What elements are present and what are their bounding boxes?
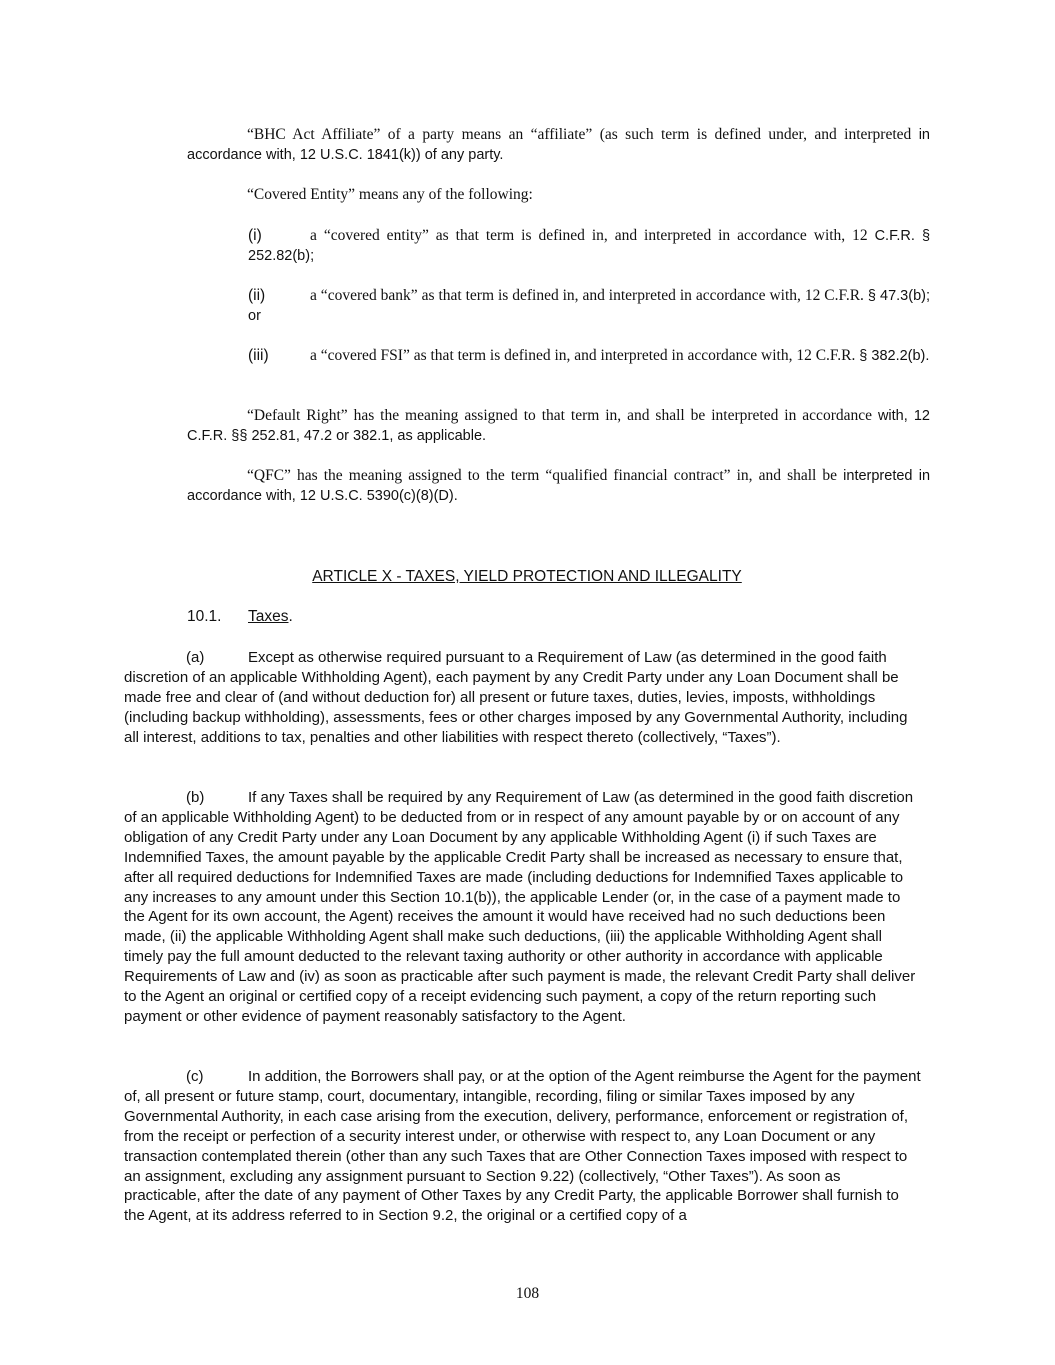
paragraph-c <box>124 1067 921 1226</box>
section-number: 10.1. <box>187 608 222 625</box>
definition-qfc <box>187 466 930 506</box>
definition-bhc-act-affiliate <box>187 125 930 165</box>
paragraph-text: Except as otherwise required pursuant to a Requirement of Law (as determined in the good faith discretion of an applicable Withholding Agent), each payment by any Credit Party under any Loan Document shall be made free and clear of (and without deduction for) all present or future taxes, duties, levies, imposts, withholdings (including backup withholding), assessments, fees or other charges imposed by any Governmental Authority, including all interest, additions to tax, penalties and other liabilities with respect thereto (collectively, “Taxes”). <box>124 649 908 746</box>
article-heading: ARTICLE X - TAXES, YIELD PROTECTION AND ILLEGALITY <box>312 568 742 585</box>
definition-lead: “Default Right” has the meaning assigned to that term in, and shall be interpreted in accordance <box>247 407 872 424</box>
section-heading <box>187 608 293 626</box>
definition-lead: “QFC” has the meaning assigned to the term “qualified financial contract” in, and shall be <box>247 467 838 484</box>
covered-entity-item-i <box>248 226 930 266</box>
definition-rest: with, 12 C.F.R. §§ 252.81, 47.2 or 382.1, as applicable. <box>187 408 930 444</box>
paragraph-label: (a) <box>186 649 205 666</box>
definition-rest: in accordance with, 12 U.S.C. 1841(k)) of any party. <box>187 127 930 163</box>
item-rest: C.F.R. § 252.82(b); <box>248 228 931 264</box>
paragraph-text: In addition, the Borrowers shall pay, or at the option of the Agent reimburse the Agent for the payment of, all present or future stamp, court, documentary, intangible, recording, filing or similar Taxes imposed by any Governmental Authority, in each case arising from the execution, delivery, performance, enforcement or registration of, from the receipt or perfection of a security interest under, or otherwise with respect to, any Loan Document or any transaction contemplated therein (other than any such Taxes that are Other Connection Taxes imposed with respect to an assignment, excluding any assignment pursuant to Section 9.22) (collectively, “Other Taxes”). As soon as practicable, after the date of any payment of Other Taxes by any Credit Party, the applicable Borrower shall furnish to the Agent, at its address referred to in Section 9.2, the original or a certified copy of a <box>124 1068 921 1225</box>
item-lead: a “covered FSI” as that term is defined in, and interpreted in accordance with, 12 C.F.R. <box>310 347 856 364</box>
section-title-punct: . <box>288 608 293 625</box>
paragraph-a <box>124 648 921 748</box>
item-number: (i) <box>248 227 262 244</box>
paragraph-b <box>124 788 921 1027</box>
item-number: (ii) <box>248 287 266 304</box>
section-title: Taxes <box>248 608 289 625</box>
covered-entity-item-ii <box>248 286 930 326</box>
item-lead: a “covered bank” as that term is defined in, and interpreted in accordance with, 12 C.F.R. <box>310 287 864 304</box>
definition-lead: “BHC Act Affiliate” of a party means an “affiliate” (as such term is defined under, and interpreted <box>247 126 912 143</box>
definition-covered-entity <box>187 185 930 205</box>
paragraph-label: (b) <box>186 789 205 806</box>
page-number: 108 <box>515 1285 540 1302</box>
paragraph-text: If any Taxes shall be required by any Requirement of Law (as determined in the good faith discretion of an applicable Withholding Agent) to be deducted from or in respect of any amount payable by or on account of any obligation of any Credit Party under any Loan Document by any applicable Withholding Agent (i) if such Taxes are Indemnified Taxes, the amount payable by the applicable Credit Party shall be increased as necessary to ensure that, after all required deductions for Indemnified Taxes are made (including deductions for Indemnified Taxes applicable to any increases to any amount under this Section 10.1(b)), the applicable Lender (or, in the case of a payment made to the Agent for its own account, the Agent) receives the amount it would have received had no such deductions been made, (ii) the applicable Withholding Agent shall make such deductions, (iii) the applicable Withholding Agent shall timely pay the full amount deducted to the relevant taxing authority or other authority in accordance with applicable Requirements of Law and (iv) as soon as practicable after such payment is made, the relevant Credit Party shall deliver to the Agent an original or certified copy of a receipt evidencing such payment, a copy of the return reporting such payment or other evidence of payment reasonably satisfactory to the Agent. <box>124 789 916 1025</box>
item-lead: a “covered entity” as that term is defined in, and interpreted in accordance with, 12 <box>310 227 868 244</box>
item-number: (iii) <box>248 347 269 364</box>
item-rest: § 382.2(b). <box>859 348 930 364</box>
definition-lead: “Covered Entity” means any of the following: <box>247 186 533 203</box>
definition-rest: interpreted in accordance with, 12 U.S.C. 5390(c)(8)(D). <box>187 468 931 504</box>
definition-default-right <box>187 406 930 446</box>
item-rest: § 47.3(b); or <box>248 288 930 324</box>
covered-entity-item-iii <box>248 346 930 366</box>
paragraph-label: (c) <box>186 1068 204 1085</box>
